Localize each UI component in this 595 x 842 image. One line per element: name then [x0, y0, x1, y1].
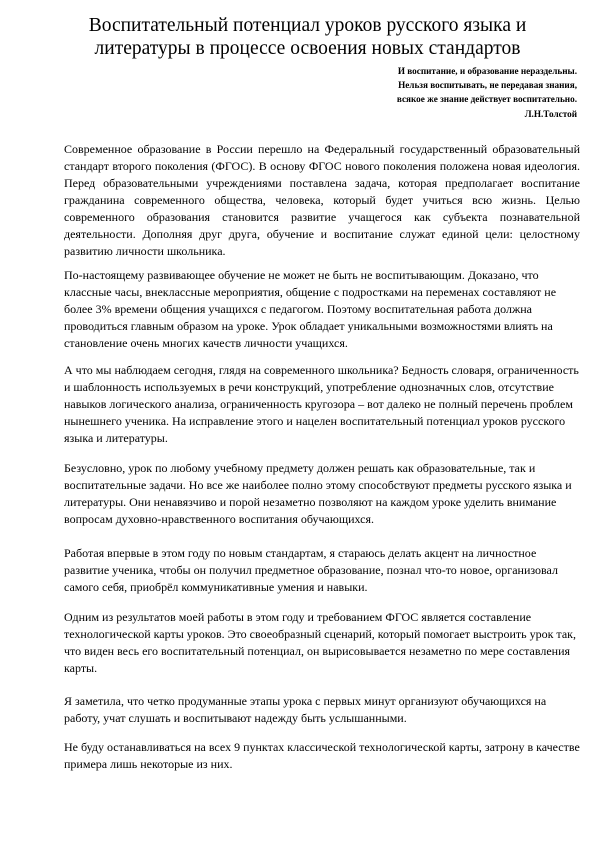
- epigraph-author: Л.Н.Толстой: [524, 108, 577, 119]
- paragraph: Не буду останавливаться на всех 9 пунктах классической технологической карты, затрону в качестве примера лишь некоторые из них.: [64, 740, 580, 771]
- epigraph-line: И воспитание, и образование нераздельны.: [397, 66, 577, 76]
- paragraph: Одним из результатов моей работы в этом году и требованием ФГОС является составление технологической карты уроков. Это своеобразный сценарий, который помогает выстроить урок так, что виден весь его воспитательный потенциал, он вырисовывается незаметно по мере составления карты.: [64, 610, 576, 675]
- paragraph: По-настоящему развивающее обучение не может не быть не воспитывающим. Доказано, что классные часы, внеклассные мероприятия, общение с подростками на переменах составляют не более 3% времени общения учащихся с педагогом. Поэтому воспитательная работа должна проводиться главным образом на уроке. Урок обладает уникальными возможностями влиять на становление очень многих качеств личности учащихся.: [64, 268, 557, 350]
- paragraph-intro: Современное образование в России перешло на Федеральный государственный образовательный стандарт второго поколения (ФГОС). В основу ФГОС нового поколения положена новая идеология. Перед образовательными учреждениями поставлена задача, которая предполагает воспитание гражданина современного общества, человека, который будет учиться всю жизнь. Целью современного образования становится развитие учащегося как субъекта познавательной деятельности. Дополняя друг друга, обучение и воспитание служат единой цели: целостному развитию личности школьника.: [64, 142, 580, 258]
- epigraph-line: Нельзя воспитывать, не передавая знания,: [398, 80, 577, 91]
- epigraph: [297, 64, 577, 121]
- document-title: Воспитательный потенциал уроков русского языка и литературы в процессе освоения новых стандартов: [88, 15, 527, 59]
- epigraph-line: всякое же знание действует воспитательно.: [396, 94, 577, 105]
- paragraph: А что мы наблюдаем сегодня, глядя на современного школьника? Бедность словаря, ограниченность и шаблонность используемых в речи конструкций, употребление однозначных слов, отсутствие навыков логического анализа, ограниченность кругозора – вот далеко не полный перечень проблем нынешнего ученика. На исправление этого и нацелен воспитательный потенциал уроков русского языка и литературы.: [64, 363, 579, 445]
- paragraph: Работая впервые в этом году по новым стандартам, я стараюсь делать акцент на личностное развитие ученика, чтобы он получил предметное образование, познал что-то новое, организовал самого себя, приобрёл коммуникативные умения и навыки.: [64, 546, 558, 594]
- paragraph: Безусловно, урок по любому учебному предмету должен решать как образовательные, так и воспитательные задачи. Но все же наиболее полно этому способствуют предметы русского языка и литературы. Они ненавязчиво и порой незаметно позволяют на каждом уроке уделить внимание вопросам духовно-нравственного воспитания обучающихся.: [64, 461, 572, 526]
- paragraph: Я заметила, что четко продуманные этапы урока с первых минут организуют обучающихся на работу, учат слушать и воспитывают надежду быть услышанными.: [64, 694, 547, 725]
